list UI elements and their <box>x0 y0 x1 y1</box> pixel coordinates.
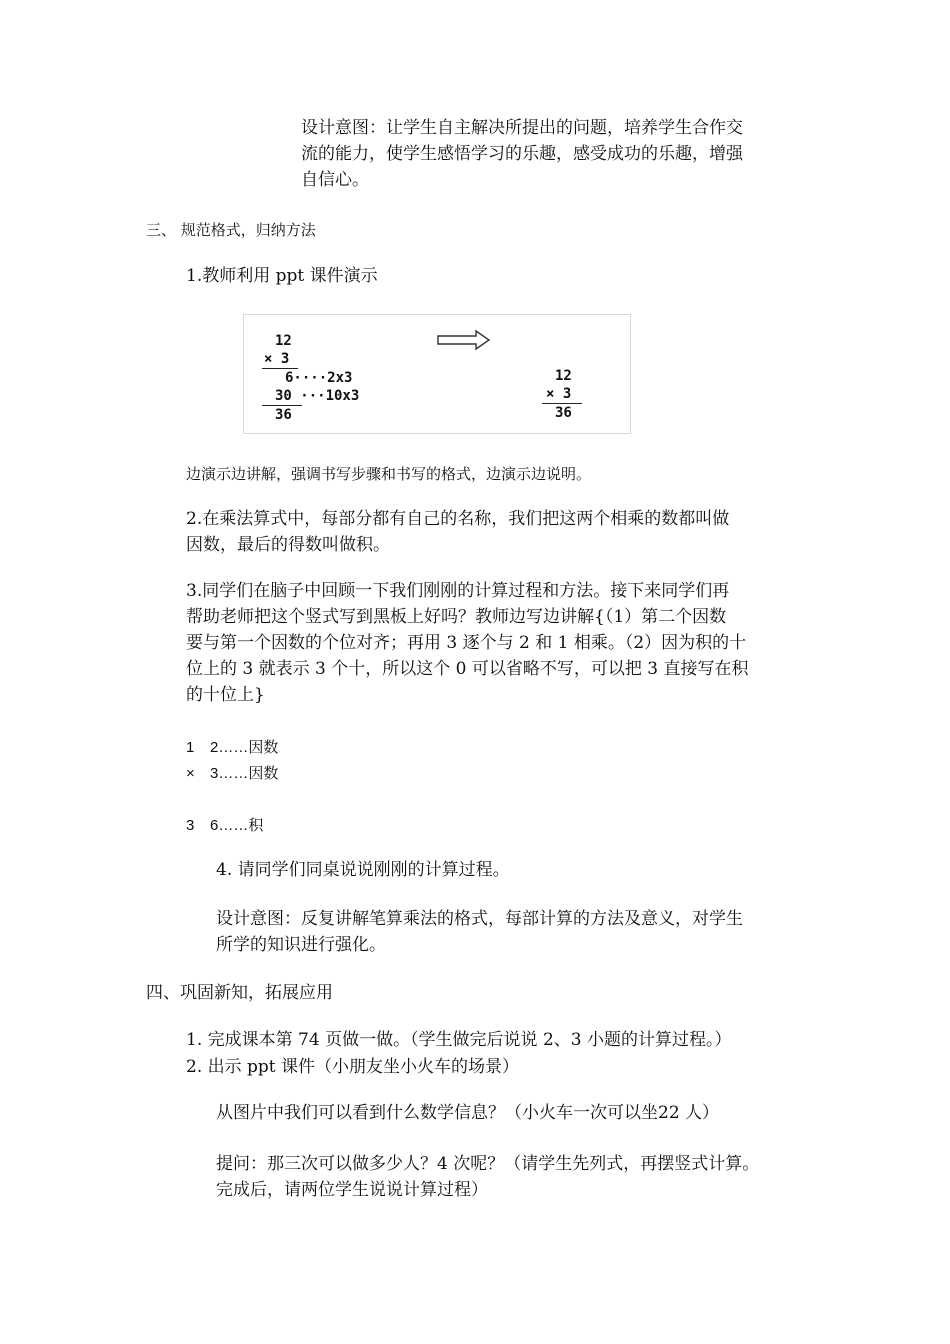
section-3-step-3-line-5: 的十位上} <box>186 685 265 705</box>
section-4-paragraph-1: 从图片中我们可以看到什么数学信息？（小火车一次可以坐22 人） <box>216 1103 720 1123</box>
design-intent-line-2: 流的能力，使学生感悟学习的乐趣，感受成功的乐趣，增强 <box>301 144 743 164</box>
right-line-2: × 3 <box>546 386 572 402</box>
section-3-step-3-line-3: 要与第一个因数的个位对齐；再用 3 逐个与 2 和 1 相乘。（2）因为积的十 <box>186 633 747 653</box>
left-rule-2 <box>262 405 302 406</box>
label-row-2-sign: × <box>186 765 195 782</box>
label-row-1-digit: 1 <box>186 739 195 756</box>
right-rule <box>542 403 582 404</box>
section-3-step-3-line-4: 位上的 3 就表示 3 个十，所以这个 0 可以省略不写，可以把 3 直接写在积 <box>186 659 749 679</box>
label-row-3-text: 6……积 <box>210 817 264 834</box>
section-4-heading: 四、巩固新知，拓展应用 <box>146 983 333 1003</box>
design-intent-2-line-1: 设计意图：反复讲解笔算乘法的格式，每部计算的方法及意义，对学生 <box>216 909 743 929</box>
section-4-paragraph-2-line-2: 完成后，请两位学生说说计算过程） <box>216 1180 488 1200</box>
label-row-1-text: 2……因数 <box>210 739 279 756</box>
section-3-step-1: 1.教师利用 ppt 课件演示 <box>186 266 378 286</box>
left-line-1: 12 <box>275 333 292 349</box>
right-arrow-icon <box>436 329 492 351</box>
section-3-step-3-line-1: 3.同学们在脑子中回顾一下我们刚刚的计算过程和方法。接下来同学们再 <box>186 581 730 601</box>
left-line-5: 36 <box>275 407 292 423</box>
left-line-3: 6····2x3 <box>285 370 353 386</box>
label-row-3-digit: 3 <box>186 817 195 834</box>
right-line-3: 36 <box>555 405 572 421</box>
design-intent-line-3: 自信心。 <box>301 170 369 190</box>
right-line-1: 12 <box>555 368 572 384</box>
design-intent-2-line-2: 所学的知识进行强化。 <box>216 935 386 955</box>
section-3-step-3-line-2: 帮助老师把这个竖式写到黑板上好吗？教师边写边讲解{（1）第二个因数 <box>186 607 727 627</box>
label-row-2-text: 3……因数 <box>210 765 279 782</box>
figure-caption: 边演示边讲解，强调书写步骤和书写的格式，边演示边说明。 <box>186 465 592 483</box>
design-intent-line-1: 设计意图：让学生自主解决所提出的问题，培养学生合作交 <box>301 118 743 138</box>
left-rule-1 <box>262 368 298 369</box>
section-4-item-1: 1. 完成课本第 74 页做一做。（学生做完后说说 2、3 小题的计算过程。） <box>186 1030 732 1050</box>
section-3-step-2-line-2: 因数，最后的得数叫做积。 <box>186 535 390 555</box>
left-line-2: × 3 <box>264 351 290 367</box>
section-3-step-4: 4. 请同学们同桌说说刚刚的计算过程。 <box>216 860 510 880</box>
section-3-step-2-line-1: 2.在乘法算式中，每部分都有自己的名称，我们把这两个相乘的数都叫做 <box>186 509 730 529</box>
section-4-paragraph-2-line-1: 提问：那三次可以做多少人？4 次呢？（请学生先列式，再摆竖式计算。 <box>216 1154 760 1174</box>
multiplication-demo-figure <box>243 314 631 434</box>
section-3-heading: 三、 规范格式，归纳方法 <box>146 221 316 239</box>
left-line-4: 30 ···10x3 <box>275 388 360 404</box>
section-4-item-2: 2. 出示 ppt 课件（小朋友坐小火车的场景） <box>186 1057 520 1077</box>
